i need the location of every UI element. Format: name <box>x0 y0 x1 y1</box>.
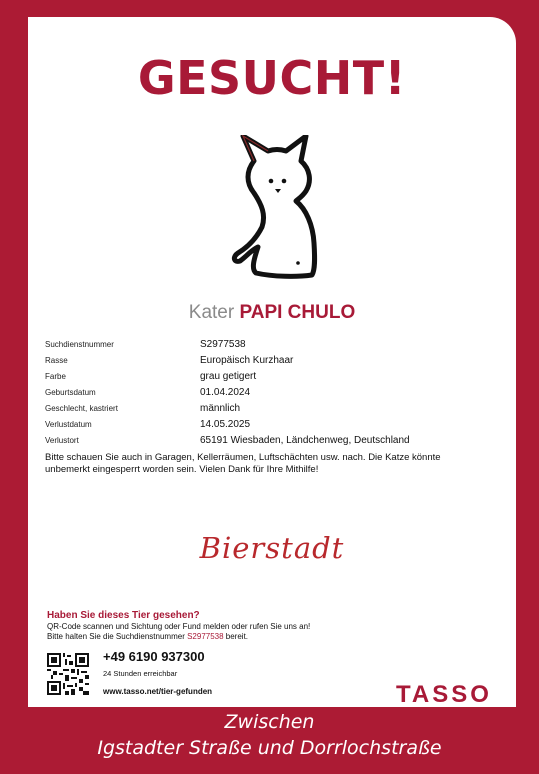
bottom-line: Zwischen <box>224 711 315 733</box>
tasso-logo: TASSO <box>396 681 492 707</box>
poster-card <box>28 17 516 707</box>
seen-suffix: bereit. <box>223 632 249 641</box>
detail-label: Verlustort <box>45 435 79 445</box>
search-number: S2977538 <box>187 632 224 641</box>
search-note <box>45 452 495 476</box>
qr-code-icon[interactable] <box>47 653 89 695</box>
hotline-phone[interactable]: +49 6190 937300 <box>103 649 205 664</box>
details-row <box>45 352 410 368</box>
detail-label: Geschlecht, kastriert <box>45 403 118 413</box>
detail-label: Suchdienstnummer <box>45 339 114 349</box>
hotline-hours: 24 Stunden erreichbar <box>103 669 178 678</box>
detail-value: Europäisch Kurzhaar <box>200 354 294 366</box>
detail-value: 01.04.2024 <box>200 386 251 398</box>
detail-label: Geburtsdatum <box>45 387 96 397</box>
animal-species: Kater <box>188 302 235 323</box>
detail-value: 65191 Wiesbaden, Ländchenweg, Deutschland <box>200 434 410 446</box>
animal-name: PAPI CHULO <box>239 302 356 323</box>
details-row <box>45 336 410 352</box>
seen-instructions <box>47 622 310 642</box>
seen-title: Haben Sie dieses Tier gesehen? <box>47 610 200 621</box>
detail-label: Rasse <box>45 355 68 365</box>
seen-instruction-line <box>47 632 310 642</box>
details-table <box>45 336 410 448</box>
website-link[interactable]: www.tasso.net/tier-gefunden <box>103 687 213 696</box>
bottom-line: Igstadter Straße und Dorrlochstraße <box>97 737 442 759</box>
detail-value: 14.05.2025 <box>200 418 251 430</box>
handwritten-location: Bierstadt <box>199 531 345 565</box>
headline: GESUCHT! <box>137 51 407 105</box>
detail-value: S2977538 <box>200 338 246 350</box>
detail-label: Verlustdatum <box>45 419 92 429</box>
detail-value: männlich <box>200 402 241 414</box>
search-note-line: Bitte schauen Sie auch in Garagen, Kellerräumen, Luftschächten usw. nach. Die Katze könnte <box>45 452 441 463</box>
bottom-location-text <box>0 709 539 761</box>
search-note-line: unbemerkt eingesperrt worden sein. Vielen Dank für Ihre Mithilfe! <box>45 464 319 475</box>
animal-name-line <box>28 302 516 324</box>
seen-prefix: Bitte halten Sie die Suchdienstnummer <box>47 632 188 641</box>
details-row <box>45 400 410 416</box>
detail-value: grau getigert <box>200 370 257 382</box>
details-row <box>45 416 410 432</box>
details-row <box>45 384 410 400</box>
cat-illustration-icon <box>218 135 328 285</box>
seen-instruction-line: QR-Code scannen und Sichtung oder Fund melden oder rufen Sie uns an! <box>47 622 311 631</box>
details-row <box>45 368 410 384</box>
detail-label: Farbe <box>45 371 66 381</box>
details-row <box>45 432 410 448</box>
